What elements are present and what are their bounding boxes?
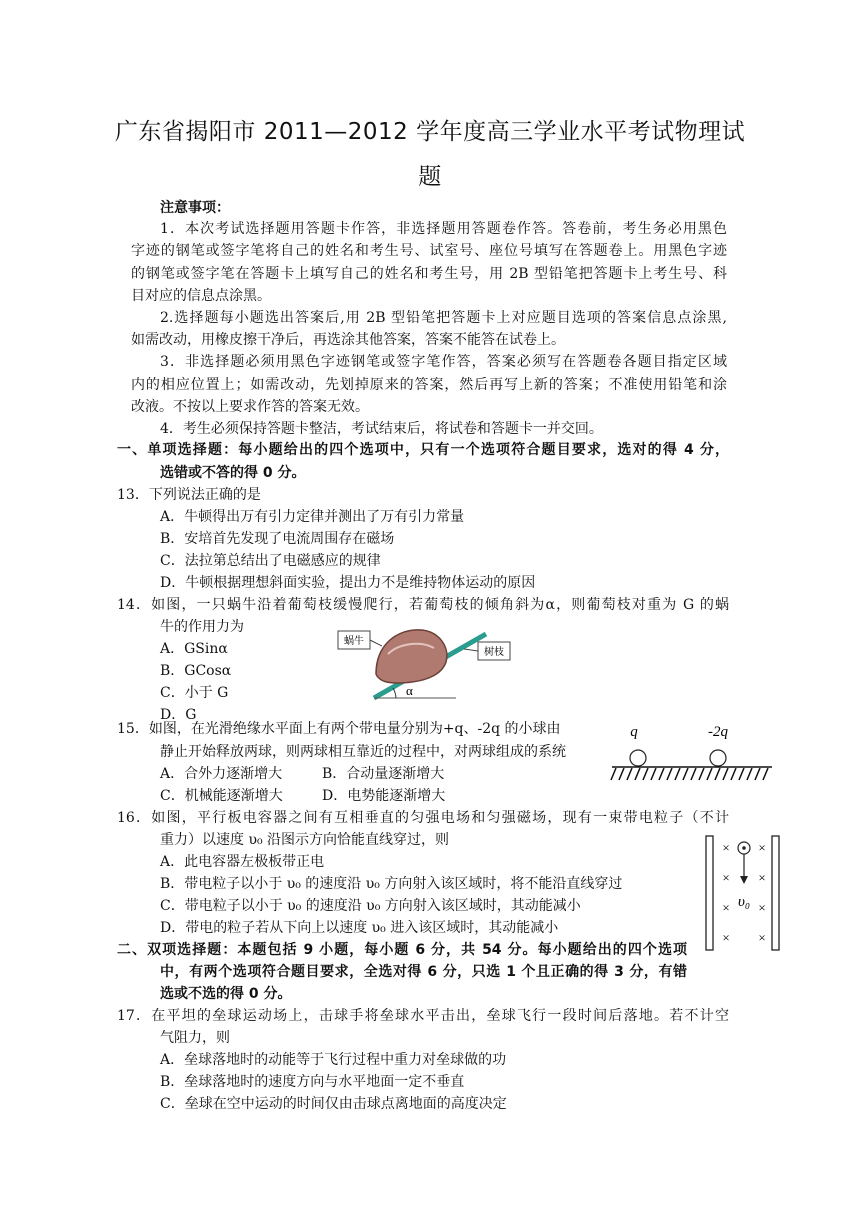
q17-stem-cont: 气阻力，则 — [160, 1030, 230, 1046]
angle-label: α — [406, 683, 413, 698]
q16-option-d: D．带电的粒子若从下向上以速度 υ₀ 进入该区域时，其动能减小 — [160, 920, 559, 936]
field-cross: × — [722, 930, 730, 945]
q15-option-d: D．电势能逐渐增大 — [322, 788, 446, 804]
q16-stem: 16．如图，平行板电容器之间有互相垂直的匀强电场和匀强磁场，现有一束带电粒子（不计 — [117, 810, 729, 826]
notice-heading: 注意事项： — [160, 200, 230, 216]
q14-option-d: D．G — [160, 707, 197, 723]
q16-option-c: C．带电粒子以小于 υ₀ 的速度沿 υ₀ 方向射入该区域时，其动能减小 — [160, 898, 581, 914]
field-cross: × — [722, 870, 730, 885]
snail-on-branch-figure — [336, 622, 516, 700]
capacitor-field-figure — [700, 834, 786, 954]
section2-heading: 二、双项选择题：本题包括 9 小题，每小题 6 分，共 54 分。每小题给出的四个选项 — [117, 942, 687, 958]
section1-heading-cont: 选错或不答的得 0 分。 — [160, 465, 306, 481]
notice-line: 2.选择题每小题选出答案后,用 2B 型铅笔把答题卡上对应题目选项的答案信息点涂黑, — [160, 310, 727, 326]
right-plate — [772, 836, 779, 950]
ball-minus-2q — [710, 750, 726, 766]
notice-line: 如需改动，用橡皮擦干净后，再选涂其他答案，答案不能答在试卷上。 — [131, 332, 565, 348]
q13-option-a: A．牛顿得出万有引力定律并测出了万有引力常量 — [160, 509, 465, 525]
q14-option-a: A．GSinα — [160, 641, 228, 657]
q17-stem: 17．在平坦的垒球运动场上，击球手将垒球水平击出，垒球飞行一段时间后落地。若不计空 — [117, 1008, 729, 1024]
notice-line: 目对应的信息点涂黑。 — [131, 288, 271, 304]
snail-shell-icon — [376, 630, 447, 683]
q17-option-c: C．垒球在空中运动的时间仅由击球点离地面的高度决定 — [160, 1096, 507, 1112]
section1-heading: 一、单项选择题：每小题给出的四个选项中，只有一个选项符合题目要求，选对的得 4 分， — [117, 442, 729, 458]
branch-label: 树枝 — [484, 647, 504, 658]
q15-option-b: B．合动量逐渐增大 — [322, 766, 445, 782]
q16-option-a: A．此电容器左极板带正电 — [160, 854, 325, 870]
q13-stem: 13．下列说法正确的是 — [117, 487, 261, 503]
field-cross: × — [758, 870, 766, 885]
section2-heading-cont: 选或不选的得 0 分。 — [160, 986, 292, 1002]
field-cross: × — [758, 930, 766, 945]
q16-stem-cont: 重力）以速度 υ₀ 沿图示方向恰能直线穿过，则 — [160, 832, 450, 848]
q16-option-b: B．带电粒子以小于 υ₀ 的速度沿 υ₀ 方向射入该区域时，将不能沿直线穿过 — [160, 876, 623, 892]
field-cross: × — [758, 900, 766, 915]
q15-stem: 15．如图，在光滑绝缘水平面上有两个带电量分别为+q、-2q 的小球由 — [117, 721, 561, 737]
q15-stem-cont: 静止开始释放两球，则两球相互靠近的过程中，对两球组成的系统 — [160, 744, 566, 760]
q15-option-c: C．机械能逐渐增大 — [160, 788, 283, 804]
charge-minus-2q-label: -2q — [708, 724, 728, 740]
notice-line: 的钢笔或签字笔在答题卡上填写自己的姓名和考生号，用 2B 型铅笔把答题卡上考生号、科 — [131, 266, 727, 282]
two-charged-balls-figure — [608, 720, 776, 788]
notice-line: 1．本次考试选择题用答题卡作答，非选择题用答题卷作答。答卷前，考生务必用黑色 — [160, 221, 727, 237]
ball-q — [630, 750, 646, 766]
q14-stem: 14．如图，一只蜗牛沿着葡萄枝缓慢爬行，若葡萄枝的倾角斜为α，则葡萄枝对重为 G 的蜗 — [117, 597, 729, 613]
ground-hatching — [611, 768, 768, 780]
q14-option-c: C．小于 G — [160, 685, 229, 701]
field-cross: × — [722, 900, 730, 915]
notice-line: 改液。不按以上要求作答的答案无效。 — [131, 399, 369, 415]
left-plate — [706, 836, 713, 950]
q13-option-b: B．安培首先发现了电流周围存在磁场 — [160, 531, 395, 547]
velocity-label: υ₀ — [738, 894, 751, 910]
q15-option-a: A．合外力逐渐增大 — [160, 766, 283, 782]
notice-line: 3．非选择题必须用黑色字迹钢笔或签字笔作答，答案必须写在答题卷各题目指定区域 — [160, 354, 727, 370]
q14-option-b: B．GCosα — [160, 663, 232, 679]
charge-q-label: q — [630, 724, 638, 740]
q13-option-c: C．法拉第总结出了电磁感应的规律 — [160, 553, 381, 569]
field-cross: × — [722, 840, 730, 855]
field-cross: × — [758, 840, 766, 855]
notice-line: 内的相应位置上；如需改动，先划掉原来的答案，然后再写上新的答案；不准使用铅笔和涂 — [131, 377, 727, 393]
exam-title-line2: 题 — [418, 164, 442, 190]
section2-heading-cont: 中，有两个选项符合题目要求，全选对得 6 分，只选 1 个且正确的得 3 分，有错 — [160, 964, 687, 980]
snail-label: 蜗牛 — [344, 636, 364, 647]
notice-line: 4．考生必须保持答题卡整洁，考试结束后，将试卷和答题卡一并交回。 — [160, 421, 603, 437]
q14-stem-cont: 牛的作用力为 — [160, 619, 244, 635]
exam-title-line1: 广东省揭阳市 2011—2012 学年度高三学业水平考试物理试 — [114, 119, 746, 145]
q17-option-a: A．垒球落地时的动能等于飞行过程中重力对垒球做的功 — [160, 1052, 507, 1068]
q13-option-d: D．牛顿根据理想斜面实验，提出力不是维持物体运动的原因 — [160, 575, 536, 591]
q17-option-b: B．垒球落地时的速度方向与水平地面一定不垂直 — [160, 1074, 465, 1090]
notice-line: 字迹的钢笔或签字笔将自己的姓名和考生号、试室号、座位号填写在答题卷上。用黑色字迹 — [131, 243, 727, 259]
